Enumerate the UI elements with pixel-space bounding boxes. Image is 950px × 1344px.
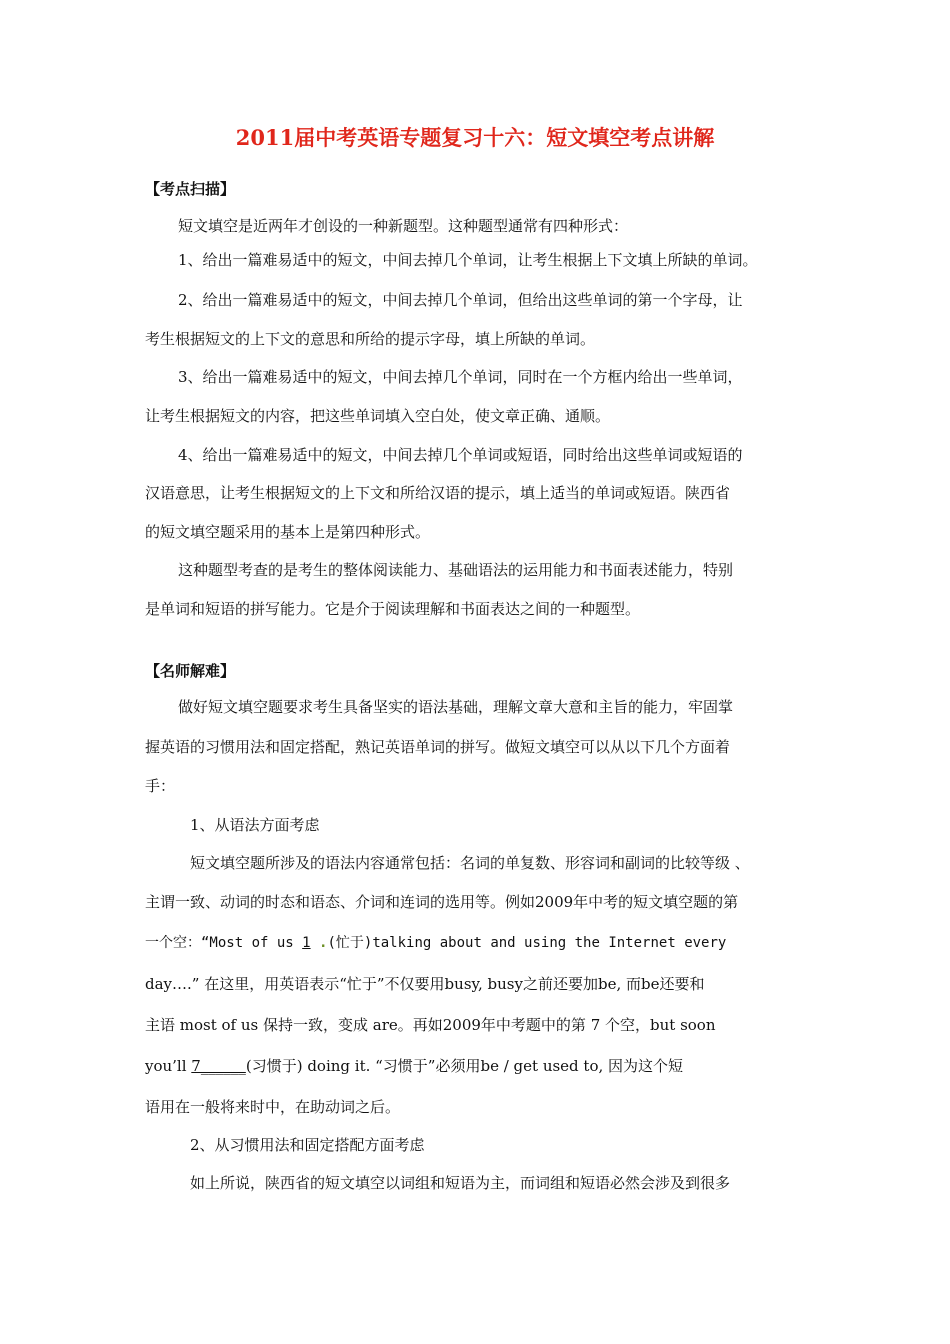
paragraph-line: 1、给出一篇难易适中的短文，中间去掉几个单词，让考生根据上下文填上所缺的单词。	[178, 251, 758, 269]
paragraph-line: 握英语的习惯用法和固定搭配，熟记英语单词的拼写。做短文填空可以从以下几个方面着	[145, 738, 731, 756]
paragraph-line: 短文填空题所涉及的语法内容通常包括：名词的单复数、形容词和副词的比较等级 、	[190, 854, 750, 872]
paragraph-line: 3、给出一篇难易适中的短文，中间去掉几个单词，同时在一个方框内给出一些单词，	[178, 368, 743, 386]
paragraph-line: 如上所说，陕西省的短文填空以词组和短语为主，而词组和短语必然会涉及到很多	[190, 1174, 731, 1192]
subheading-usage: 2、从习惯用法和固定搭配方面考虑	[190, 1136, 425, 1154]
example-line-7	[145, 1054, 815, 1078]
document-title: 2011届中考英语专题复习十六：短文填空考点讲解	[235, 125, 715, 150]
section-heading-tips: 【名师解难】	[145, 662, 236, 680]
subheading-grammar: 1、从语法方面考虑	[190, 816, 320, 834]
paragraph-line: 的短文填空题采用的基本上是第四种形式。	[145, 523, 431, 541]
section-heading-scan: 【考点扫描】	[145, 180, 236, 198]
paragraph-line: 这种题型考查的是考生的整体阅读能力、基础语法的运用能力和书面表述能力，特别	[178, 561, 734, 579]
example-line-1	[145, 931, 815, 955]
example-text: (习惯于) doing it. “习惯于”必须用be / get used to, 因为这个短	[245, 1057, 684, 1075]
paragraph-line: 4、给出一篇难易适中的短文，中间去掉几个单词或短语，同时给出这些单词或短语的	[178, 446, 743, 464]
example-text: you’ll	[145, 1057, 192, 1075]
paragraph-line: 2、给出一篇难易适中的短文，中间去掉几个单词，但给出这些单词的第一个字母，让	[178, 291, 743, 309]
marker-dot: .	[319, 935, 328, 951]
blank-7: 7______	[191, 1057, 246, 1075]
paragraph-line: 让考生根据短文的内容，把这些单词填入空白处，使文章正确、通顺。	[145, 407, 611, 425]
paragraph-line: 是单词和短语的拼写能力。它是介于阅读理解和书面表达之间的一种题型。	[145, 600, 641, 618]
paragraph-line: 主语 most of us 保持一致，变成 are。再如2009年中考题中的第 7 个空，but soon	[145, 1016, 716, 1034]
example-text: 一个空：“Most of us	[145, 935, 303, 951]
paragraph-line: 考生根据短文的上下文的意思和所给的提示字母，填上所缺的单词。	[145, 330, 596, 348]
example-text: (忙于)talking about and using the Internet every	[327, 935, 727, 951]
paragraph-line: 主谓一致、动词的时态和语态、介词和连词的选用等。例如2009年中考的短文填空题的第	[145, 893, 739, 911]
blank-1: 1	[302, 935, 311, 951]
paragraph-line: day….” 在这里，用英语表示“忙于”不仅要用busy, busy之前还要加be, 而be还要和	[145, 975, 705, 993]
paragraph-line: 短文填空是近两年才创设的一种新题型。这种题型通常有四种形式：	[178, 217, 629, 235]
paragraph-line: 做好短文填空题要求考生具备坚实的语法基础，理解文章大意和主旨的能力，牢固掌	[178, 698, 734, 716]
paragraph-line: 汉语意思，让考生根据短文的上下文和所给汉语的提示，填上适当的单词或短语。陕西省	[145, 484, 731, 502]
paragraph-line: 手：	[145, 777, 176, 795]
paragraph-line: 语用在一般将来时中，在助动词之后。	[145, 1098, 401, 1116]
